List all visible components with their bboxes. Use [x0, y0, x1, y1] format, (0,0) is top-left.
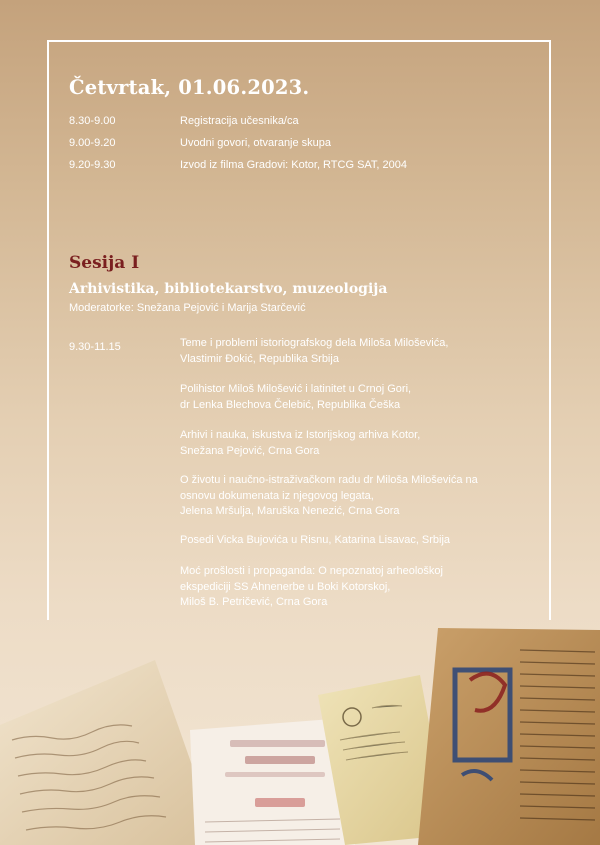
- schedule-time: 9.20-9.30: [69, 159, 116, 171]
- talk-line: osnovu dokumenata iz njegovog legata,: [180, 489, 374, 502]
- talk-line: Miloš B. Petričević, Crna Gora: [180, 596, 328, 608]
- manuscript-illuminated: [418, 628, 600, 845]
- talk-line: ekspediciji SS Ahnenerbe u Boki Kotorskoj,: [180, 580, 391, 593]
- talk-item: [180, 473, 550, 520]
- session-time: 9.30-11.15: [69, 341, 121, 353]
- talk-item: [180, 336, 550, 367]
- talk-line: O životu i naučno-istraživačkom radu dr Miloša Miloševića na: [180, 474, 478, 486]
- schedule-desc: Registracija učesnika/ca: [180, 115, 299, 127]
- talk-line: Arhivi i nauka, iskustva iz Istorijskog arhiva Kotor,: [180, 429, 421, 441]
- talk-line: Posedi Vicka Bujovića u Risnu, Katarina Lisavac, Srbija: [180, 534, 451, 546]
- talk-line: dr Lenka Blechova Čelebić, Republika Češka: [180, 398, 401, 411]
- schedule-desc: Izvod iz filma Gradovi: Kotor, RTCG SAT, 2004: [180, 159, 408, 171]
- session-subtitle: Arhivistika, bibliotekarstvo, muzeologija: [69, 281, 388, 297]
- manuscript-letter-left: [0, 660, 220, 845]
- manuscript-collage: [0, 600, 600, 845]
- talk-item: [180, 382, 550, 413]
- talk-line: Jelena Mršulja, Maruška Nenezić, Crna Gora: [180, 505, 400, 517]
- talk-item: [180, 533, 550, 549]
- session-moderators: Moderatorke: Snežana Pejović i Marija Starčević: [69, 302, 306, 314]
- talk-line: Vlastimir Đokić, Republika Srbija: [180, 352, 339, 365]
- talk-line: Moć prošlosti i propaganda: O nepoznatoj arheološkoj: [180, 565, 443, 577]
- talk-line: Polihistor Miloš Milošević i latinitet u Crnoj Gori,: [180, 383, 412, 395]
- session-title: Sesija I: [69, 253, 140, 273]
- schedule-desc: Uvodni govori, otvaranje skupa: [180, 137, 332, 149]
- day-title: Četvrtak, 01.06.2023.: [69, 76, 310, 99]
- schedule-time: 9.00-9.20: [69, 137, 116, 149]
- talk-line: Teme i problemi istoriografskog dela Miloša Miloševića,: [180, 337, 449, 349]
- talk-item: [180, 428, 550, 459]
- talk-line: Snežana Pejović, Crna Gora: [180, 444, 320, 457]
- schedule-time: 8.30-9.00: [69, 115, 116, 127]
